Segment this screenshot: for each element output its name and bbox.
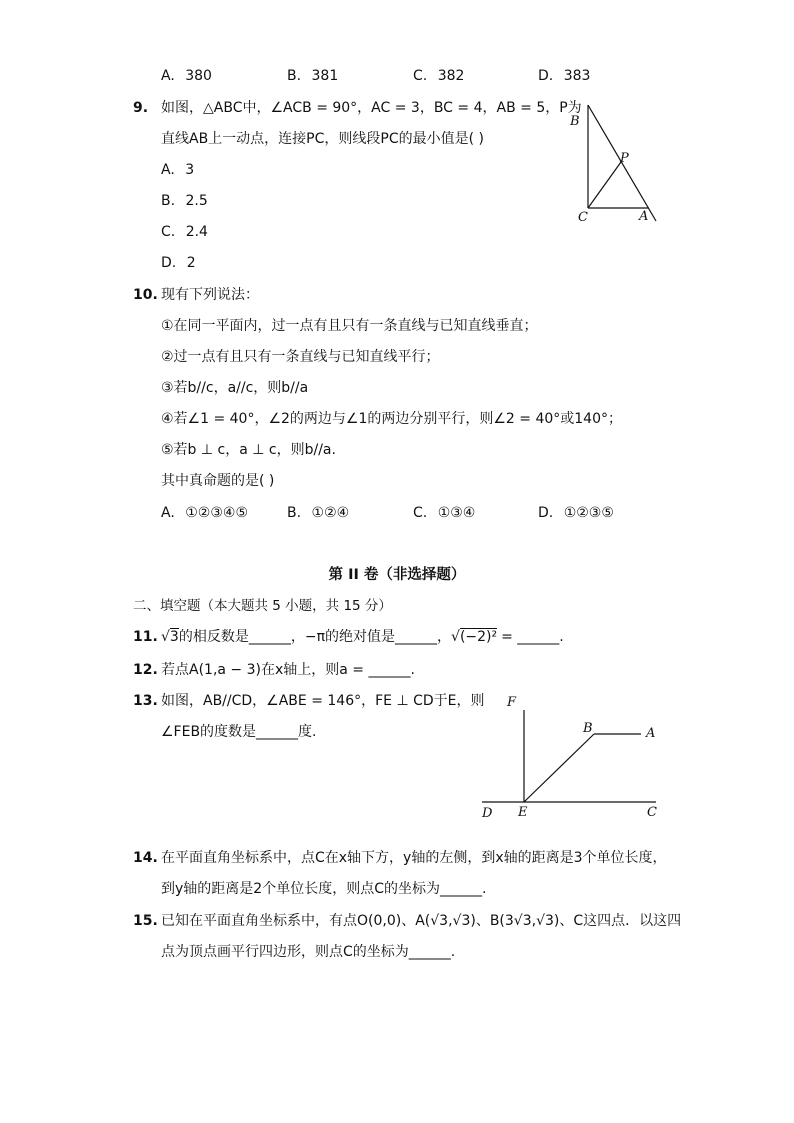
q10-option-a [161,504,248,522]
question-number: 12. [133,662,158,678]
question-text: 其中真命题的是( ) [161,473,275,489]
option-label: B. [287,505,302,521]
sqrt-radicand: 3 [169,629,179,645]
question-text [161,628,564,646]
option-label: A. [161,162,175,178]
option-text: 382 [437,68,465,84]
option-label: B. [287,68,302,84]
q8-option-b [287,67,338,85]
statement-5: ⑤若b ⊥ c，a ⊥ c，则b//a. [161,442,336,458]
option-label: A. [161,68,175,84]
question-text-line1: 已知在平面直角坐标系中，有点O(0,0)、A(√3,√3)、B(3√3,√3)、C这四点．以这四 [161,913,682,929]
option-label: C. [413,68,428,84]
q8-option-c [413,67,464,85]
label-b: B [570,114,580,129]
sqrt-symbol: √ [161,629,170,645]
option-text: ①②③④⑤ [185,505,248,521]
question-text-line2: 点为顶点画平行四边形，则点C的坐标为______. [161,944,456,960]
triangle-figure [560,100,670,230]
q11-part1: 的相反数是______，−π的绝对值是______， [178,629,452,645]
section-title: 二、填空题（本大题共 5 小题，共 15 分） [133,598,392,614]
label-p: P [620,151,629,166]
label-d: D [482,806,493,821]
q9-option-b [161,192,208,210]
label-e: E [518,805,528,820]
part-title: 第 II 卷（非选择题） [328,567,466,583]
label-f: F [507,695,517,710]
q10-option-d [538,504,614,522]
option-text: 383 [563,68,591,84]
q10-option-c [413,504,475,522]
q8-option-a [161,67,212,85]
question-number: 14. [133,850,158,866]
q11-part2: = ______. [501,629,564,645]
label-a: A [646,726,656,741]
q9-option-a [161,161,194,179]
question-text-line2: 到y轴的距离是2个单位长度，则点C的坐标为______. [161,881,487,897]
statement-4: ④若∠1 = 40°，∠2的两边与∠1的两边分别平行，则∠2 = 40°或140°； [161,411,622,427]
label-b: B [583,721,593,736]
option-label: C. [413,505,428,521]
question-number: 13. [133,693,158,709]
parallel-lines-figure [476,692,671,822]
question-text-line1: 如图，△ABC中，∠ACB = 90°，AC = 3，BC = 4，AB = 5，P为 [161,100,582,116]
option-text: ①②④ [311,505,350,521]
option-text: 2 [186,255,196,271]
option-text: 2.4 [185,224,208,240]
label-c: C [647,805,657,820]
statement-1: ①在同一平面内，过一点有且只有一条直线与已知直线垂直； [161,318,538,334]
question-text-line1: 如图，AB//CD，∠ABE = 146°，FE ⊥ CD于E，则 [161,693,485,709]
question-number: 11. [133,629,158,645]
option-label: B. [161,193,176,209]
option-label: D. [538,505,554,521]
option-text: 381 [311,68,339,84]
option-label: D. [538,68,554,84]
option-text: ①③④ [437,505,476,521]
label-a: A [639,209,649,224]
option-label: A. [161,505,175,521]
question-text-line1: 在平面直角坐标系中，点C在x轴下方，y轴的左侧，到x轴的距离是3个单位长度， [161,850,667,866]
line-cp [588,162,621,208]
option-text: 380 [185,68,212,84]
question-text-line2: 直线AB上一动点，连接PC，则线段PC的最小值是( ) [161,131,484,147]
label-c: C [578,210,588,225]
question-number: 10. [133,287,158,303]
question-number: 15. [133,913,158,929]
line-eb [524,734,594,802]
question-text: 若点A(1,a − 3)在x轴上，则a = ______. [161,662,415,678]
q8-option-d [538,67,590,85]
option-label: D. [161,255,177,271]
option-label: C. [161,224,176,240]
option-text: ①②③⑤ [563,505,614,521]
question-intro: 现有下列说法： [161,287,259,303]
q9-option-c [161,223,208,241]
statement-3: ③若b//c，a//c，则b//a [161,380,309,396]
q9-option-d [161,254,196,272]
sqrt-expression: (−2)² [459,629,498,645]
statement-2: ②过一点有且只有一条直线与已知直线平行； [161,349,440,365]
option-text: 3 [185,162,195,178]
option-text: 2.5 [185,193,208,209]
question-text-line2: ∠FEB的度数是______度. [161,724,317,740]
question-number: 9. [133,100,149,116]
sqrt-symbol: √ [451,629,460,645]
q10-option-b [287,504,349,522]
